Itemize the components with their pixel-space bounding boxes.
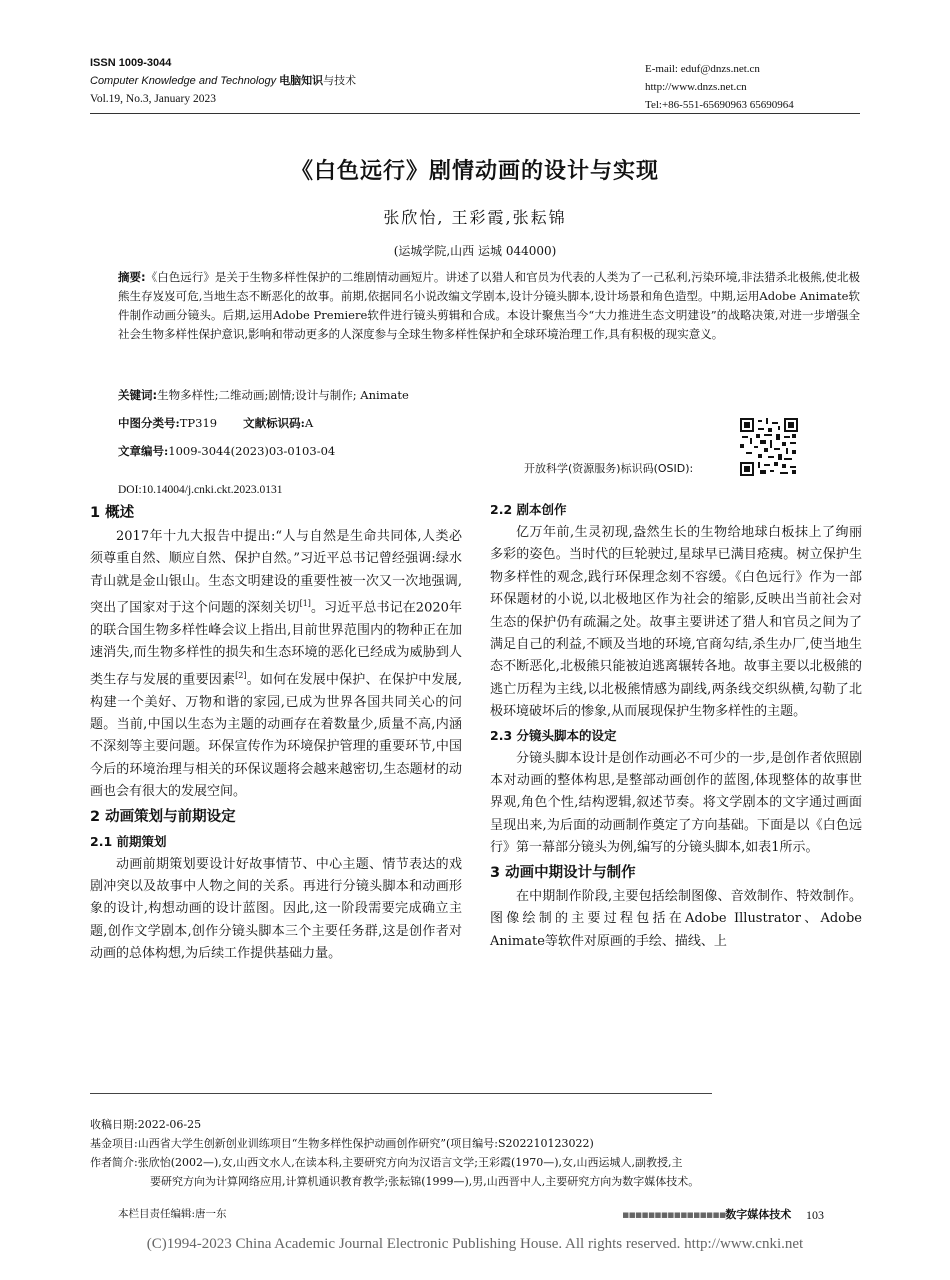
journal-header — [90, 54, 356, 108]
contact-website: http://www.dnzs.net.cn — [645, 81, 747, 93]
paper-authors: 张欣怡, 王彩霞,张耘锦 — [383, 208, 567, 227]
section-2-3-heading: 2.3 分镜头脚本的设定 — [490, 727, 617, 743]
section-2-1-heading: 2.1 前期策划 — [90, 833, 167, 849]
osid-label: 开放科学(资源服务)标识码(OSID): — [524, 462, 694, 475]
journal-name — [90, 72, 356, 90]
contact-email: E-mail: eduf@dnzs.net.cn — [645, 63, 760, 75]
keywords-text: 生物多样性;二维动画;剧情;设计与制作; Animate — [157, 388, 409, 402]
section-1-text-a: 2017年十九大报告中提出:“人与自然是生命共同体,人类必须尊重自然、顺应自然、保护自然。”习近平总书记曾经强调:绿水青山就是金山银山。生态文明建设的重要性被一次又一次地强调,突出了国家对于这个问题的深刻关切 — [90, 529, 462, 616]
page-number: 103 — [806, 1208, 824, 1222]
section-2-2-paragraph: 亿万年前,生灵初现,盎然生长的生物给地球白板抹上了绚丽多彩的姿色。当时代的巨轮驶过,星球早已满目疮痍。树立保护生物多样性的观念,践行环保理念刻不容缓。《白色远行》作为一部环保题材的小说,以北极地区作为社会的缩影,反映出当前社会对生态的保护仍有疏漏之处。故事主要讲述了猎人和官员之间为了满足自己的利益,不顾及当地的环境,官商勾结,杀生办厂,使当地生态不断恶化,北极熊只能被迫逃离辗转各地。故事主要以北极熊的逃亡历程为主线,以北极熊情感为副线,两条线交织纵横,勾勒了北极环境破坏后的惨象,从而展现保护生物多样性的主题。 — [490, 525, 862, 720]
article-number-label: 文章编号: — [118, 444, 169, 458]
contact-tel: Tel:+86-551-65690963 65690964 — [645, 99, 794, 111]
abstract-text: 《白色远行》是关于生物多样性保护的二维剧情动画短片。讲述了以猎人和官员为代表的人类为了一己私利,污染环境,非法猎杀北极熊,使北极熊生存岌岌可危,当地生态不断恶化的故事。前期,依据同名小说改编文学剧本,设计分镜头脚本,设计场景和角色造型。中期,运用Adobe Animate软件制作动画分镜头。后期,运用Adobe Premiere软件进行镜头剪辑和合成。本设计聚焦当今“大力推进生态文明建设”的战略决策,对进一步增强全社会生物多样性保护意识,影响和带动更多的人深度参与全球生物多样性保护和全球环境治理工作,具有积极的现实意义。 — [118, 270, 860, 341]
section-2-2-heading: 2.2 剧本创作 — [490, 502, 567, 517]
left-column — [90, 500, 462, 966]
section-2-heading: 2 动画策划与前期设定 — [90, 808, 236, 825]
received-date: 收稿日期:2022-06-25 — [90, 1118, 202, 1131]
article-number-value: 1009-3044(2023)03-0103-04 — [168, 444, 336, 458]
right-column — [490, 498, 862, 953]
fund-project: 基金项目:山西省大学生创新创业训练项目“生物多样性保护动画创作研究”(项目编号:S202210123022) — [90, 1137, 594, 1150]
author-bio: 作者简介:张欣怡(2002—),女,山西文水人,在读本科,主要研究方向为汉语言文学;王彩霞(1970—),女,山西运城人,副教授,主 — [90, 1156, 683, 1169]
classification-line — [118, 414, 313, 433]
keywords-label: 关键词: — [118, 388, 158, 402]
volume-info: Vol.19, No.3, January 2023 — [90, 93, 216, 105]
section-1-heading: 1 概述 — [90, 505, 135, 521]
doi: DOI:10.14004/j.cnki.ckt.2023.0131 — [118, 484, 283, 496]
paper-title: 《白色远行》剧情动画的设计与实现 — [290, 159, 659, 184]
clc-value: TP319 — [179, 416, 218, 430]
section-3-paragraph: 在中期制作阶段,主要包括绘制图像、音效制作、特效制作。图像绘制的主要过程包括在Adobe Illustrator、Adobe Animate等软件对原画的手绘、描线、上 — [490, 888, 862, 949]
reference-1: [1] — [299, 599, 311, 609]
journal-name-cn: 电脑知识 — [279, 75, 324, 87]
doc-code-value: A — [304, 416, 314, 430]
header-rule — [90, 113, 860, 114]
footer-section-name: 数字媒体技术 — [725, 1208, 792, 1221]
copyright-line: (C)1994-2023 China Academic Journal Electronic Publishing House. All rights reserved. http://www.cnki.net — [146, 1236, 804, 1252]
column-editor: 本栏目责任编辑:唐一东 — [118, 1208, 227, 1220]
section-2-1-paragraph: 动画前期策划要设计好故事情节、中心主题、情节表达的戏剧冲突以及故事中人物之间的关系。再进行分镜头脚本和动画形象的设计,构想动画的设计蓝图。因此,这一阶段需要完成确立主题,创作文学剧本,创作分镜头脚本三个主要任务群,这是创作者对动画的总体构想,为后续工作提供基础力量。 — [90, 856, 462, 962]
doc-code-label: 文献标识码: — [243, 416, 305, 430]
abstract-label: 摘要: — [118, 270, 146, 284]
clc-label: 中图分类号: — [118, 416, 180, 430]
footnote-rule — [90, 1093, 712, 1094]
footer-dots: ▪▪▪▪▪▪▪▪▪▪▪▪▪▪▪▪ — [622, 1208, 726, 1221]
osid-qr-code-icon — [740, 418, 798, 476]
issn: ISSN 1009-3044 — [90, 57, 172, 69]
section-1-paragraph — [90, 526, 462, 804]
paper-affiliation: (运城学院,山西 运城 044000) — [393, 244, 557, 258]
author-bio-continued: 要研究方向为计算网络应用,计算机通识教育教学;张耘锦(1999—),男,山西晋中人,主要研究方向为数字媒体技术。 — [150, 1175, 700, 1188]
footnotes — [90, 1115, 860, 1191]
reference-2: [2] — [235, 670, 247, 680]
section-footer — [622, 1206, 791, 1222]
journal-contact — [645, 60, 794, 114]
journal-name-tail: 与技术 — [323, 75, 357, 87]
abstract — [118, 268, 860, 344]
section-1-text-c: 。如何在发展中保护、在保护中发展,构建一个美好、万物和谐的家园,已成为世界各国共同关心的问题。当前,中国以生态为主题的动画存在着数量少,质量不高,内涵不深刻等主要问题。环保宣传作为环境保护管理的重要环节,中国今后的环境治理与相关的环保议题将会越来越密切,生态题材的动画也会有很大的发展空间。 — [90, 672, 462, 800]
keywords — [118, 386, 860, 405]
journal-name-en: Computer Knowledge and Technology — [90, 75, 277, 87]
article-number-line — [118, 442, 335, 461]
section-2-3-paragraph: 分镜头脚本设计是创作动画必不可少的一步,是创作者依照剧本对动画的整体构思,是整部动画创作的蓝图,体现整体的故事世界观,角色个性,结构逻辑,叙述节奏。将文学剧本的文字通过画面呈现出来,为后面的动画制作奠定了方向基础。下面是以《白色远行》第一幕部分镜头为例,编写的分镜头脚本,如表1所示。 — [490, 750, 862, 856]
section-3-heading: 3 动画中期设计与制作 — [490, 864, 636, 881]
section-1-text-b: 。习近平总书记在2020年的联合国生物多样性峰会议上指出,目前世界范围内的物种正在加速消失,而生物多样性的损失和生态环境的恶化已经成为威胁到人类生存与发展的重要因素 — [90, 600, 462, 688]
